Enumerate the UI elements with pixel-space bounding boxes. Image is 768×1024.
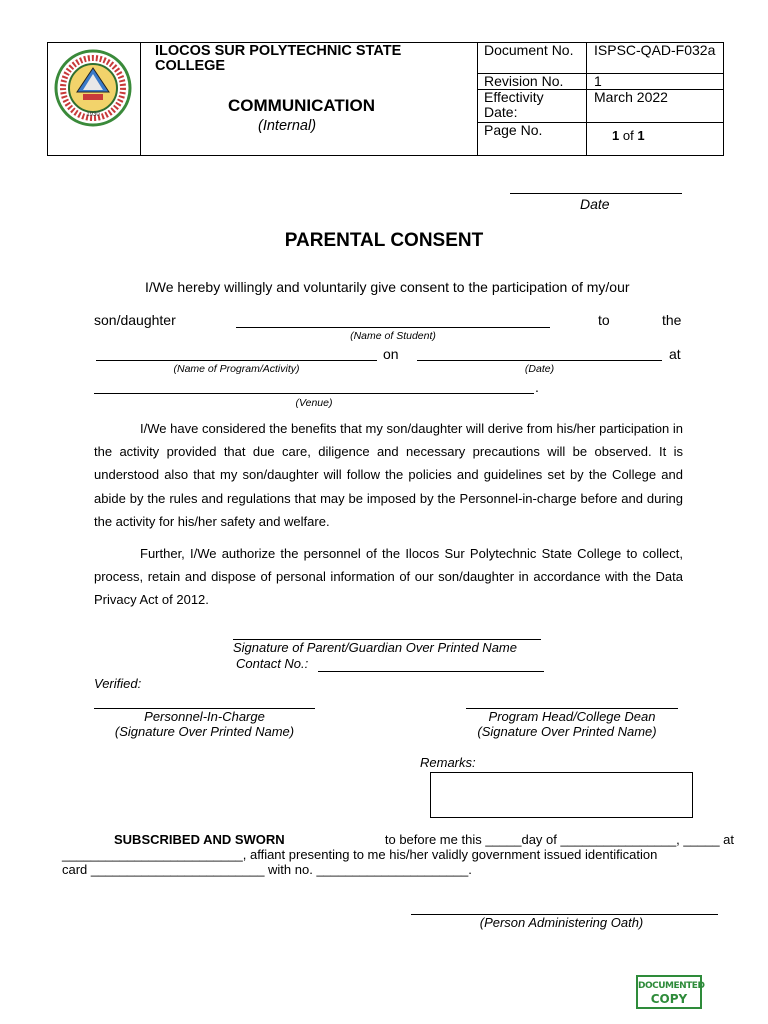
activity-date-field[interactable] — [417, 360, 662, 361]
page-title: PARENTAL CONSENT — [284, 230, 484, 251]
student-name-field[interactable] — [236, 327, 550, 328]
documented-copy-stamp: DOCUMENTED COPY — [636, 975, 702, 1009]
son-daughter-label: son/daughter — [94, 312, 176, 328]
consent-line-1: I/We hereby willingly and voluntarily give consent to the participation of my/our — [145, 279, 630, 295]
remarks-box[interactable] — [430, 772, 693, 818]
college-seal-logo — [53, 48, 133, 128]
oath-line-2: _________________________, affiant presenting to me his/her validly government issued identification — [62, 847, 658, 862]
document-header-table — [47, 42, 724, 156]
benefits-paragraph: I/We have considered the benefits that my son/daughter will derive from his/her participation in the activity provided that due care, diligence and necessary precautions will be observed. It is understood also that my son/daughter will follow the policies and guidelines set by the College and abide by the rules and regulations that may be imposed by the Personnel-in-charge before and during the activity for his/her safety and welfare. — [94, 421, 683, 529]
remarks-label: Remarks: — [420, 755, 476, 770]
doc-no-value: ISPSC-QAD-F032a — [594, 42, 716, 58]
contact-number-field[interactable] — [318, 671, 544, 672]
revision-value: 1 — [594, 73, 602, 89]
personnel-label: Personnel-In-Charge — [144, 709, 265, 724]
page-no-label: Page No. — [484, 122, 543, 138]
form-subtitle: (Internal) — [258, 118, 317, 134]
at-label: at — [669, 346, 681, 362]
personnel-sub-label: (Signature Over Printed Name) — [114, 724, 295, 739]
oath-line-3: card ________________________ with no. _____________________. — [62, 862, 472, 877]
oath-line-1: SUBSCRIBED AND SWORN to before me this _____day of ________________, _____ at — [114, 832, 734, 847]
header-divider — [477, 43, 478, 155]
date-line — [510, 193, 682, 194]
data-privacy-paragraph: Further, I/We authorize the personnel of the Ilocos Sur Polytechnic State College to collect, process, retain and dispose of personal information of our son/daughter in accordance with the Data Privacy Act of 2012. — [94, 546, 683, 608]
revision-label: Revision No. — [484, 73, 564, 89]
program-caption: (Name of Program/Activity) — [173, 363, 300, 375]
svg-text:1930: 1930 — [86, 112, 100, 118]
page-no-value: 1 of 1 — [612, 128, 645, 143]
doc-no-label: Document No. — [484, 42, 574, 58]
venue-caption: (Venue) — [295, 397, 333, 409]
date-label: Date — [580, 196, 610, 212]
to-label: to — [598, 312, 610, 328]
contact-label: Contact No.: — [236, 656, 309, 671]
program-activity-field[interactable] — [96, 360, 377, 361]
header-divider — [586, 43, 587, 155]
head-sub-label: (Signature Over Printed Name) — [477, 724, 657, 739]
effectivity-label: Effectivity Date: — [484, 89, 544, 120]
venue-period: . — [535, 379, 539, 395]
parent-signature-label: Signature of Parent/Guardian Over Printed Name — [233, 640, 517, 655]
the-label: the — [662, 312, 682, 328]
institution-name: ILOCOS SUR POLYTECHNIC STATE COLLEGE — [155, 43, 402, 74]
oath-administrator-label: (Person Administering Oath) — [479, 915, 644, 930]
date-caption: (Date) — [524, 363, 555, 375]
head-label: Program Head/College Dean — [488, 709, 656, 724]
venue-field[interactable] — [94, 393, 534, 394]
on-label: on — [383, 346, 399, 362]
verified-label: Verified: — [94, 676, 142, 691]
header-divider — [140, 43, 141, 155]
student-name-caption: (Name of Student) — [350, 330, 436, 342]
effectivity-value: March 2022 — [594, 89, 668, 105]
form-title: COMMUNICATION — [228, 96, 375, 115]
